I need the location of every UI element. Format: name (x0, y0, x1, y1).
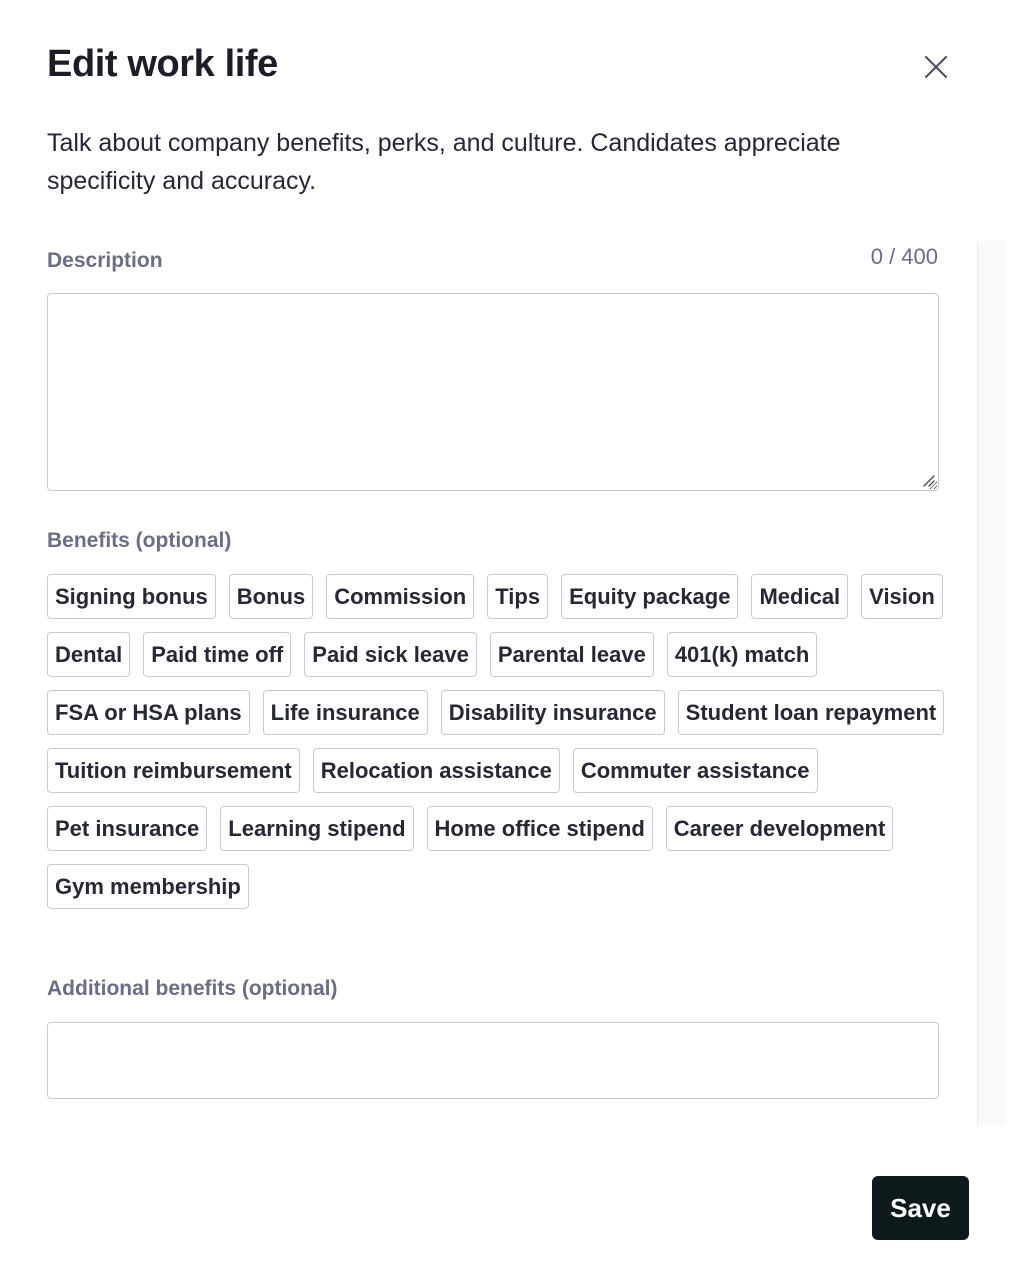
description-label: Description (47, 249, 163, 272)
close-button[interactable] (916, 47, 956, 87)
benefit-chip[interactable]: Paid sick leave (304, 632, 477, 677)
benefit-chip[interactable]: Equity package (561, 574, 738, 619)
close-icon (924, 55, 948, 79)
benefit-chip[interactable]: Career development (666, 806, 894, 851)
benefit-chip[interactable]: Learning stipend (220, 806, 413, 851)
scrollbar-track[interactable] (977, 241, 1006, 1125)
additional-benefits-label: Additional benefits (optional) (47, 977, 338, 1000)
benefit-chip[interactable]: Medical (751, 574, 848, 619)
benefit-chip[interactable]: Dental (47, 632, 130, 677)
benefits-label: Benefits (optional) (47, 529, 232, 552)
benefit-chip[interactable]: Disability insurance (441, 690, 665, 735)
benefit-chip[interactable]: Pet insurance (47, 806, 207, 851)
benefit-chip[interactable]: Parental leave (490, 632, 654, 677)
modal-intro: Talk about company benefits, perks, and culture. Candidates appreciate specificity and accuracy. (47, 129, 841, 195)
save-button[interactable]: Save (872, 1176, 969, 1240)
benefit-chip[interactable]: Home office stipend (427, 806, 653, 851)
benefit-chip[interactable]: Relocation assistance (313, 748, 560, 793)
benefits-chip-list (47, 574, 947, 909)
benefit-chip[interactable]: Tuition reimbursement (47, 748, 300, 793)
benefit-chip[interactable]: Student loan repayment (678, 690, 945, 735)
benefit-chip[interactable]: Bonus (229, 574, 313, 619)
benefit-chip[interactable]: Gym membership (47, 864, 249, 909)
benefit-chip[interactable]: Vision (861, 574, 943, 619)
benefit-chip[interactable]: Paid time off (143, 632, 291, 677)
benefit-chip[interactable]: FSA or HSA plans (47, 690, 250, 735)
benefit-chip[interactable]: Life insurance (263, 690, 428, 735)
benefit-chip[interactable]: Tips (487, 574, 548, 619)
benefit-chip[interactable]: 401(k) match (667, 632, 818, 677)
description-textarea[interactable] (47, 293, 939, 491)
description-char-count: 0 / 400 (870, 244, 938, 269)
form-scroll-region (0, 241, 1012, 1125)
benefit-chip[interactable]: Commuter assistance (573, 748, 818, 793)
additional-benefits-input[interactable] (47, 1022, 939, 1099)
resize-handle-icon[interactable] (921, 473, 935, 487)
modal-title: Edit work life (47, 43, 278, 85)
benefit-chip[interactable]: Commission (326, 574, 474, 619)
benefit-chip[interactable]: Signing bonus (47, 574, 216, 619)
